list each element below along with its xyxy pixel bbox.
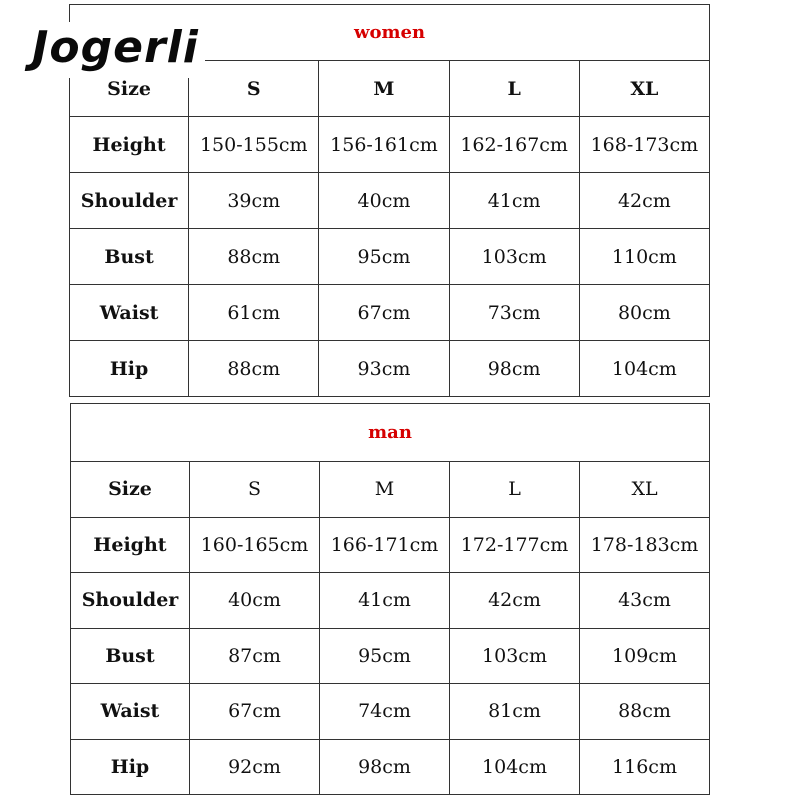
table-cell: 92cm (190, 739, 320, 795)
table-cell: 172-177cm (450, 517, 580, 573)
table-cell: 116cm (580, 739, 710, 795)
table-cell: 74cm (320, 684, 450, 740)
table-cell: 87cm (190, 628, 320, 684)
table-row (70, 229, 710, 285)
row-label: Hip (70, 341, 189, 397)
table-cell: 98cm (320, 739, 450, 795)
header-cell: Size (70, 61, 189, 117)
table-cell: 88cm (580, 684, 710, 740)
table-row (71, 684, 710, 740)
table-cell: 88cm (189, 229, 319, 285)
header-cell: XL (580, 462, 710, 518)
table-cell: 166-171cm (320, 517, 450, 573)
table-cell: 81cm (450, 684, 580, 740)
brand-logo: Jogerli (30, 22, 205, 78)
header-cell: S (190, 462, 320, 518)
row-label: Shoulder (71, 573, 190, 629)
table-cell: 156-161cm (319, 117, 449, 173)
table-cell: 73cm (449, 285, 579, 341)
table-cell: 67cm (190, 684, 320, 740)
table-cell: 103cm (450, 628, 580, 684)
table-cell: 41cm (449, 173, 579, 229)
header-cell: M (319, 61, 449, 117)
table-cell: 67cm (319, 285, 449, 341)
table-row (71, 517, 710, 573)
header-cell: M (320, 462, 450, 518)
table-cell: 168-173cm (579, 117, 709, 173)
table-header-row (71, 462, 710, 518)
table-cell: 160-165cm (190, 517, 320, 573)
man-size-table (70, 403, 710, 795)
table-cell: 39cm (189, 173, 319, 229)
row-label: Waist (70, 285, 189, 341)
table-cell: 162-167cm (449, 117, 579, 173)
row-label: Hip (71, 739, 190, 795)
table-cell: 98cm (449, 341, 579, 397)
table-row (70, 117, 710, 173)
table-cell: 40cm (319, 173, 449, 229)
table-cell: 104cm (579, 341, 709, 397)
table-cell: 95cm (319, 229, 449, 285)
table-cell: 178-183cm (580, 517, 710, 573)
header-cell: S (189, 61, 319, 117)
table-cell: 150-155cm (189, 117, 319, 173)
table-title: women (70, 5, 710, 61)
table-row (70, 341, 710, 397)
row-label: Height (71, 517, 190, 573)
table-cell: 109cm (580, 628, 710, 684)
table-row (70, 285, 710, 341)
table-row (71, 573, 710, 629)
header-cell: L (450, 462, 580, 518)
header-cell: XL (579, 61, 709, 117)
table-cell: 42cm (450, 573, 580, 629)
table-row (71, 628, 710, 684)
table-cell: 88cm (189, 341, 319, 397)
table-title: man (71, 404, 710, 462)
table-cell: 61cm (189, 285, 319, 341)
row-label: Bust (70, 229, 189, 285)
table-cell: 42cm (579, 173, 709, 229)
table-row (71, 739, 710, 795)
table-cell: 95cm (320, 628, 450, 684)
table-cell: 110cm (579, 229, 709, 285)
table-cell: 40cm (190, 573, 320, 629)
table-title-row (71, 404, 710, 462)
table-cell: 80cm (579, 285, 709, 341)
row-label: Shoulder (70, 173, 189, 229)
row-label: Waist (71, 684, 190, 740)
row-label: Bust (71, 628, 190, 684)
header-cell: L (449, 61, 579, 117)
table-cell: 104cm (450, 739, 580, 795)
table-cell: 41cm (320, 573, 450, 629)
table-cell: 93cm (319, 341, 449, 397)
table-cell: 43cm (580, 573, 710, 629)
row-label: Height (70, 117, 189, 173)
header-cell: Size (71, 462, 190, 518)
table-cell: 103cm (449, 229, 579, 285)
table-row (70, 173, 710, 229)
